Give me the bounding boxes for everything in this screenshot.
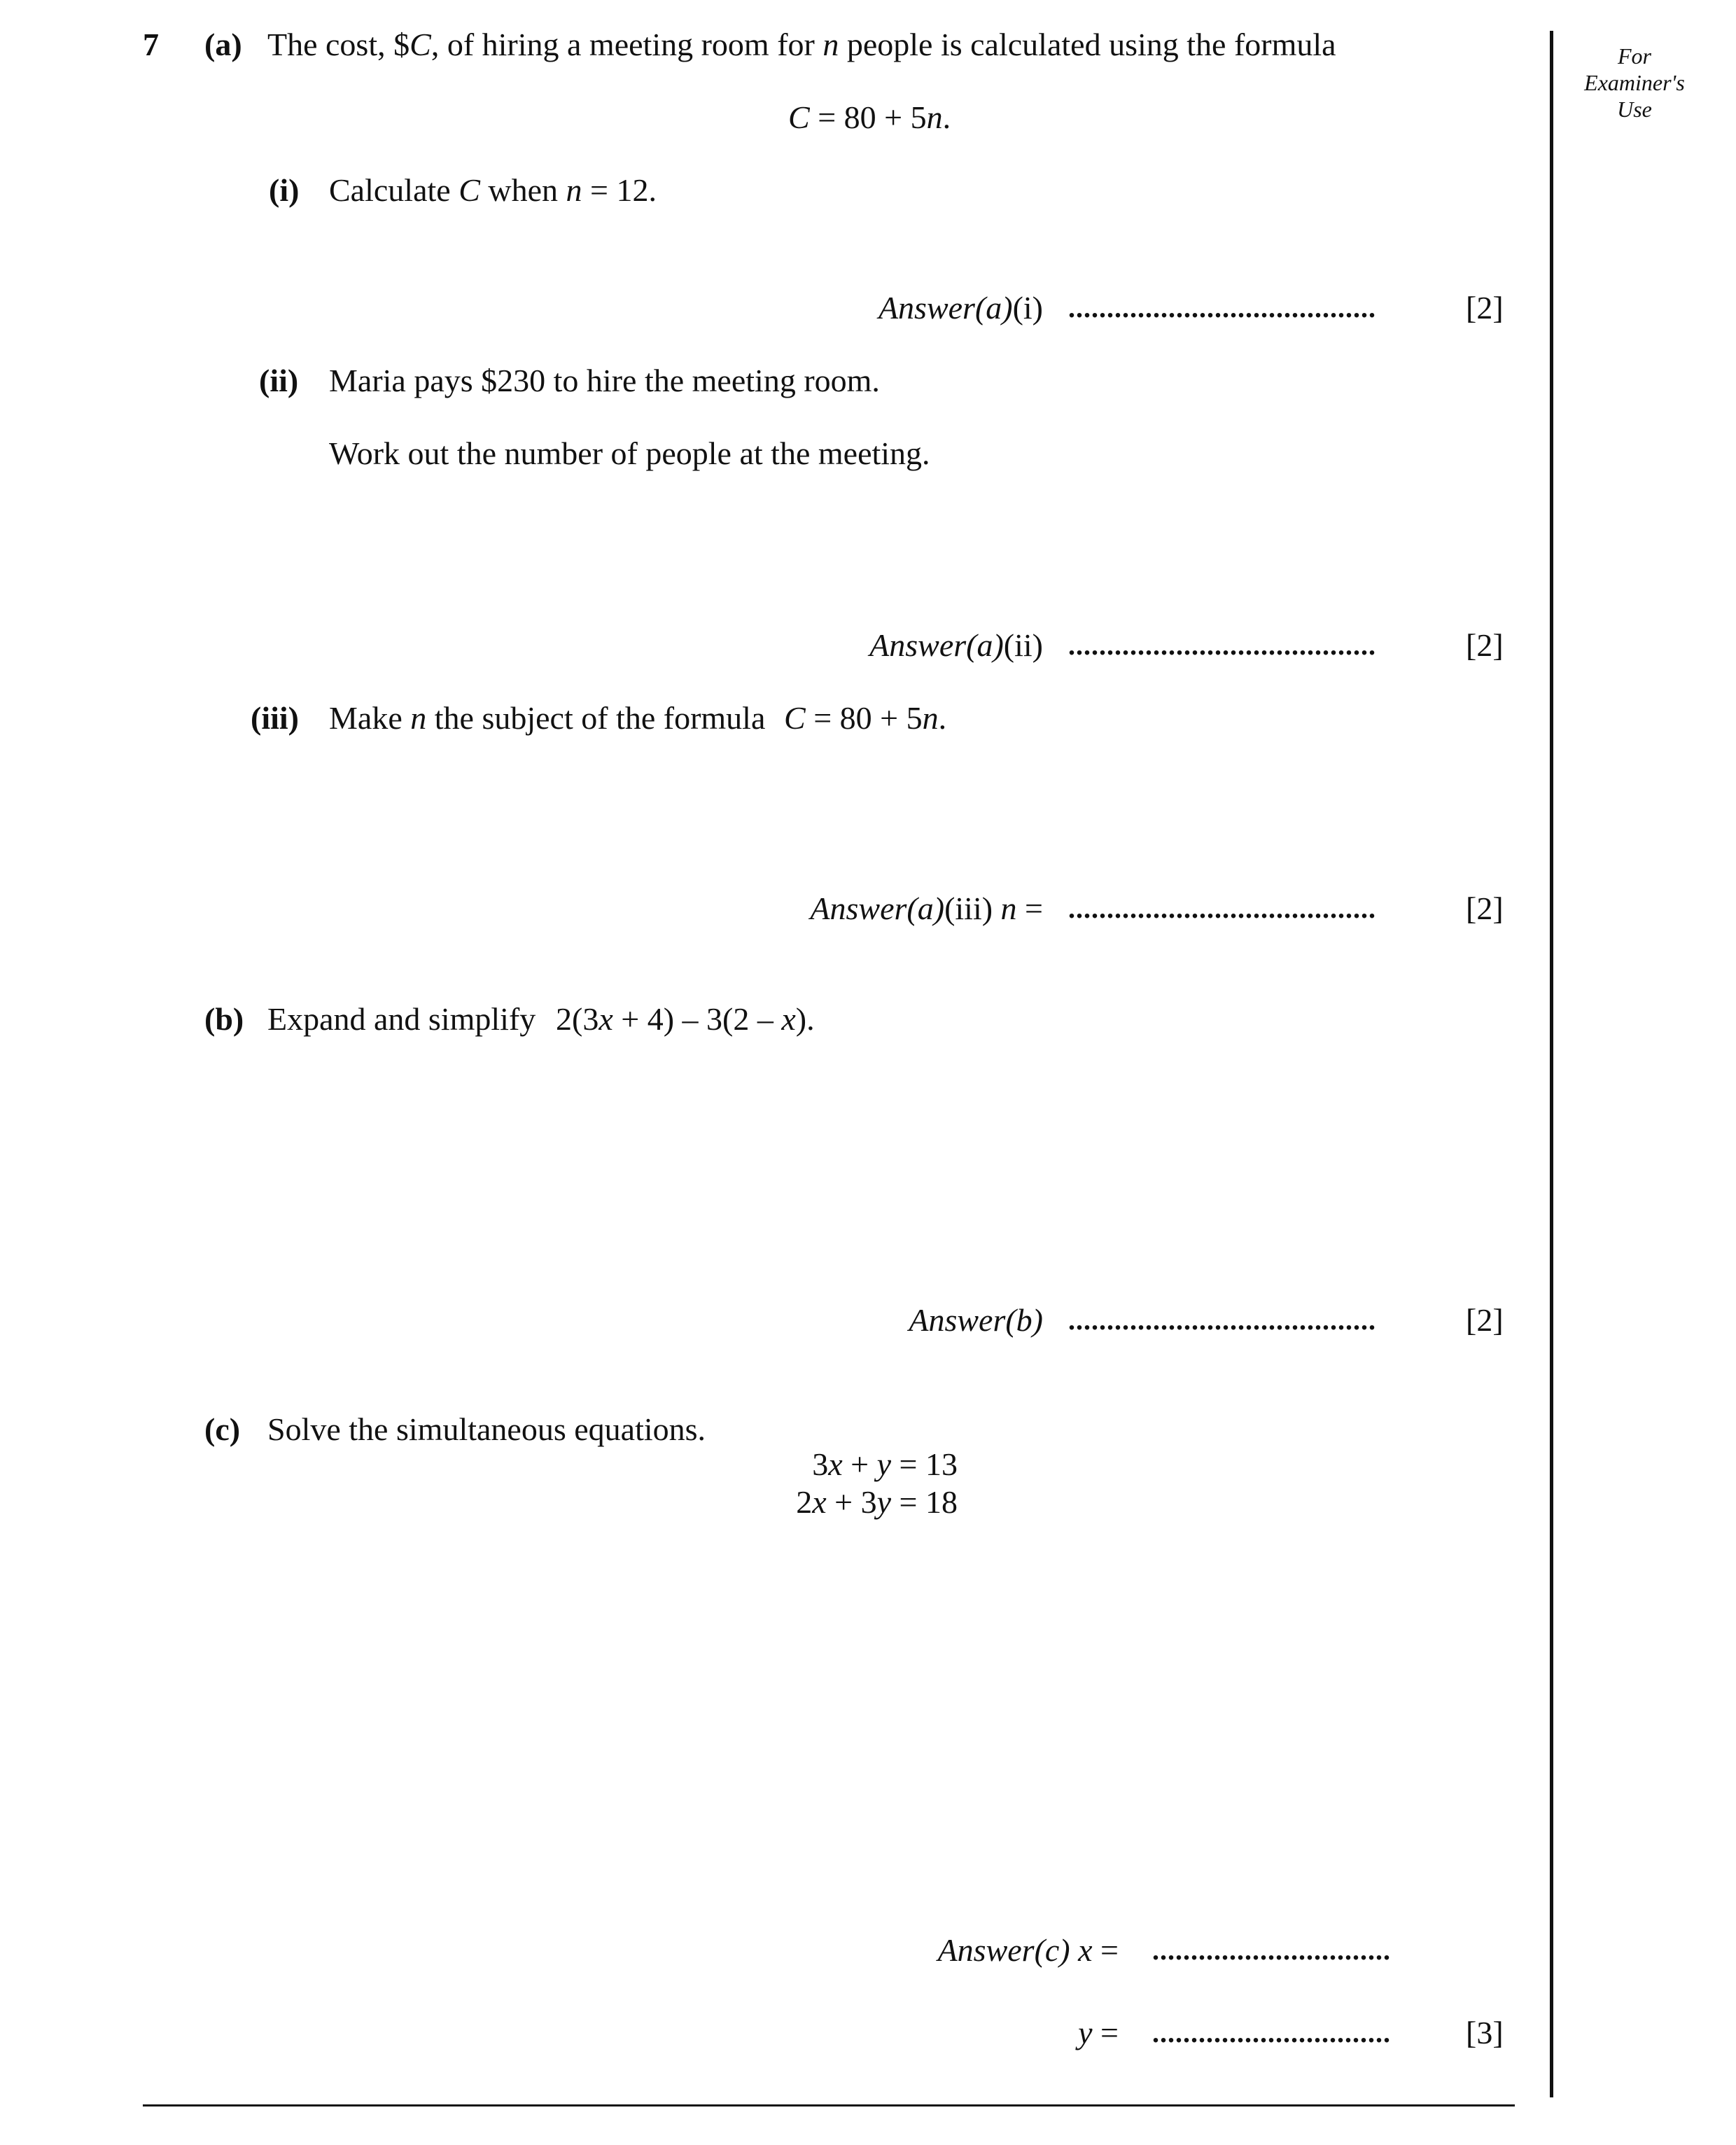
- part-a-iii-formula: C = 80 + 5n.: [784, 700, 947, 736]
- answer-a-ii-line[interactable]: ........................................: [1068, 629, 1376, 661]
- answer-a-i-line[interactable]: ........................................: [1068, 292, 1376, 323]
- marks-a-iii: [2]: [1466, 890, 1504, 926]
- part-b-expression: 2(3x + 4) – 3(2 – x).: [556, 1001, 815, 1037]
- part-b-question: Expand and simplify: [267, 1001, 536, 1037]
- examiner-label-examiners: Examiner's: [1584, 70, 1685, 95]
- answer-c-x-label: Answer(c) x =: [937, 1932, 1119, 1968]
- answer-b-label: Answer(b): [909, 1302, 1043, 1338]
- equation-1: 3x + y = 13: [812, 1446, 958, 1482]
- part-a-ii-label: (ii): [259, 363, 299, 398]
- answer-c-y-label: y =: [1078, 2015, 1119, 2050]
- marks-a-i: [2]: [1466, 290, 1504, 326]
- marks-a-ii: [2]: [1466, 627, 1504, 663]
- answer-a-iii-label: Answer(a)(iii) n =: [810, 890, 1043, 926]
- answer-c-x-line[interactable]: ...............................: [1152, 1934, 1391, 1966]
- part-a-stem: The cost, $C, of hiring a meeting room for n people is calculated using the formula: [267, 27, 1336, 62]
- part-a-i-label: (i): [269, 172, 300, 208]
- part-a-ii-question-2: Work out the number of people at the meeting.: [329, 435, 930, 471]
- examiner-margin-line: [1550, 31, 1553, 2097]
- part-a-i-question: Calculate C when n = 12.: [329, 172, 657, 208]
- part-a-iii-label: (iii): [251, 700, 299, 736]
- part-a-label: (a): [204, 27, 242, 62]
- part-b-label: (b): [204, 1001, 244, 1037]
- part-a-iii-question: Make n the subject of the formula: [329, 700, 766, 736]
- marks-c: [3]: [1466, 2015, 1504, 2050]
- answer-b-line[interactable]: ........................................: [1068, 1304, 1376, 1336]
- part-a-formula: C = 80 + 5n.: [788, 99, 951, 135]
- part-c-question: Solve the simultaneous equations.: [267, 1411, 706, 1447]
- answer-a-i-label: Answer(a)(i): [878, 290, 1043, 326]
- page-bottom-rule: [143, 2104, 1515, 2106]
- answer-a-iii-line[interactable]: ........................................: [1068, 893, 1376, 924]
- part-c-label: (c): [204, 1411, 241, 1447]
- answer-c-y-line[interactable]: ...............................: [1152, 2017, 1391, 2048]
- marks-b: [2]: [1466, 1302, 1504, 1338]
- answer-a-ii-label: Answer(a)(ii): [869, 627, 1043, 663]
- equation-2: 2x + 3y = 18: [796, 1484, 958, 1520]
- part-a-ii-question-1: Maria pays $230 to hire the meeting room.: [329, 363, 880, 398]
- examiner-label-use: Use: [1617, 97, 1652, 122]
- examiner-label-for: For: [1618, 43, 1651, 69]
- question-number: 7: [143, 27, 159, 62]
